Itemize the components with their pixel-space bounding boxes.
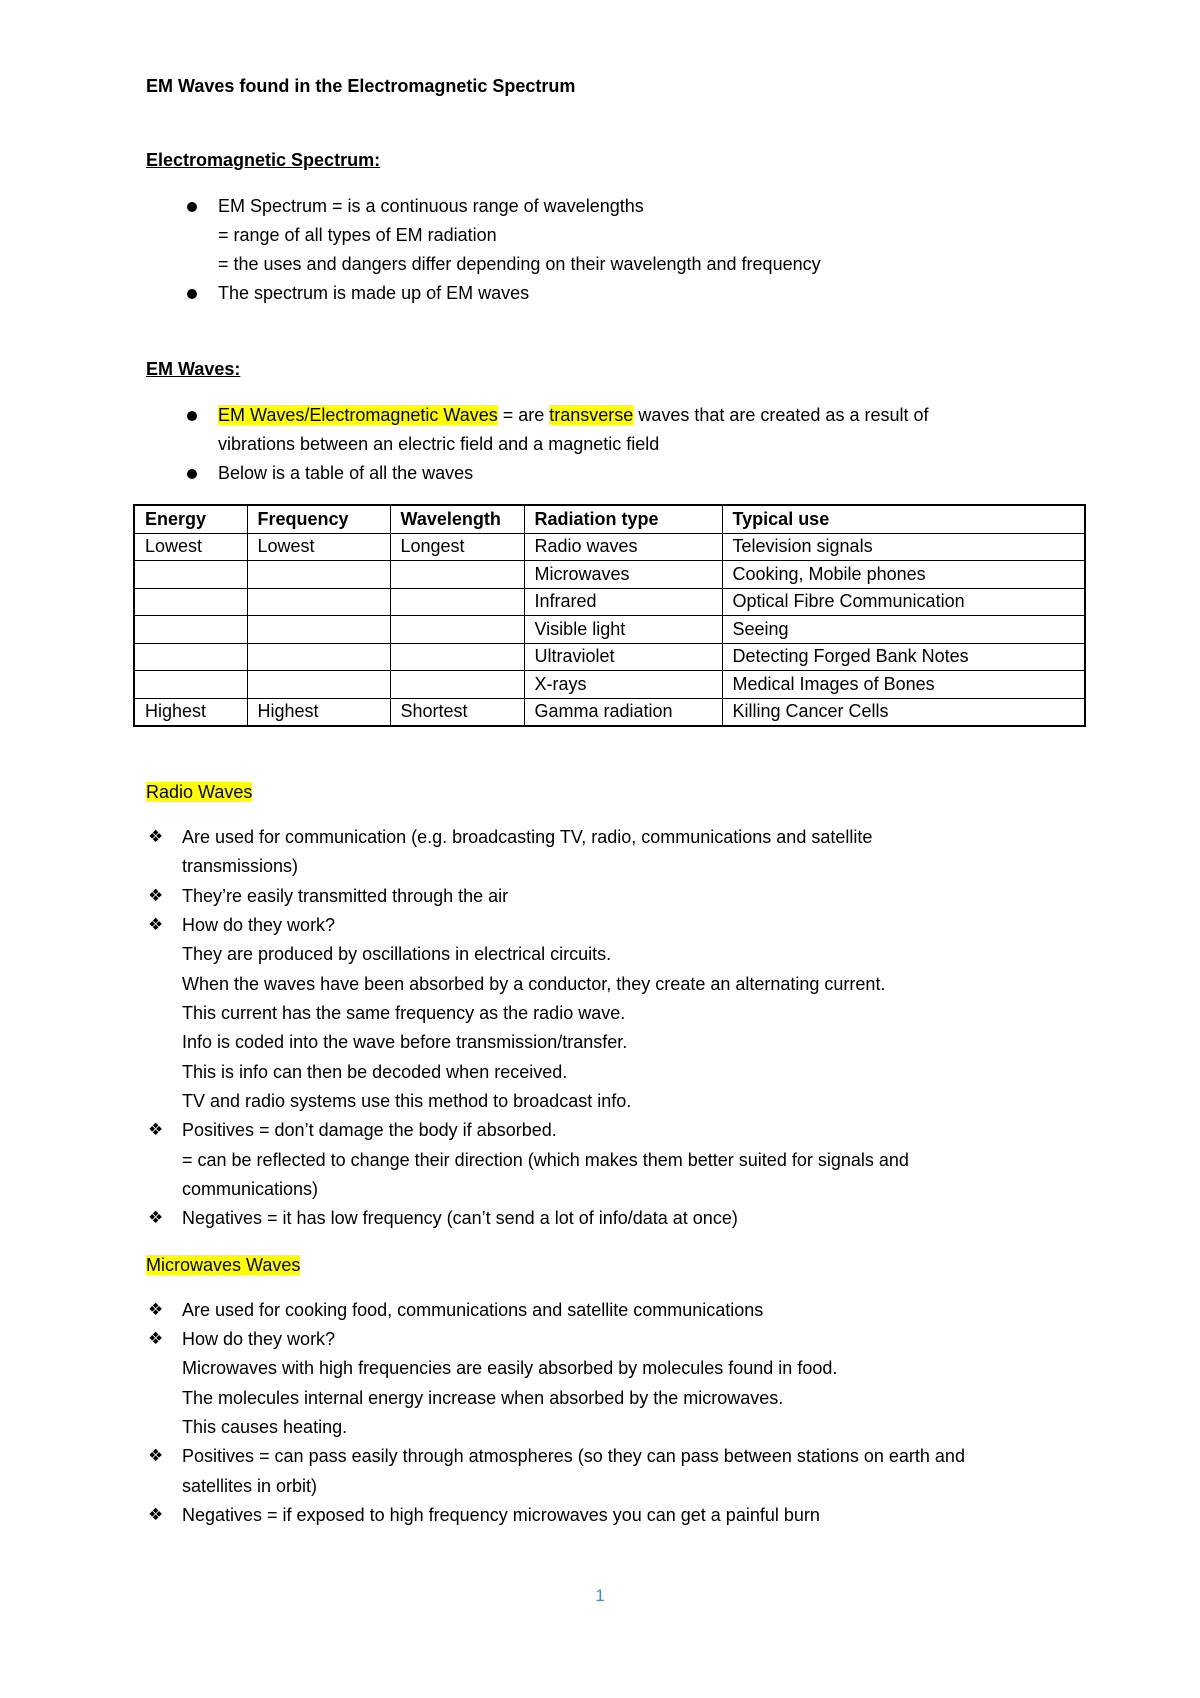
table-row bbox=[134, 616, 1085, 644]
radio-line: communications) bbox=[182, 1179, 319, 1199]
table-cell: Optical Fibre Communication bbox=[722, 588, 1085, 616]
table-cell bbox=[390, 561, 524, 589]
em-waves-text: = are bbox=[497, 405, 550, 425]
table-cell: Highest bbox=[247, 698, 390, 726]
bullet-icon bbox=[187, 469, 197, 479]
table-cell bbox=[134, 561, 247, 589]
diamond-bullet-icon: ❖ bbox=[148, 886, 164, 906]
diamond-bullet-icon: ❖ bbox=[148, 1120, 164, 1140]
radio-line: They are produced by oscillations in electrical circuits. bbox=[182, 944, 612, 964]
document-title: EM Waves found in the Electromagnetic Spectrum bbox=[146, 76, 576, 96]
table-cell: X-rays bbox=[524, 671, 722, 699]
radio-waves-heading bbox=[146, 780, 252, 804]
table-cell bbox=[134, 616, 247, 644]
diamond-bullet-icon: ❖ bbox=[148, 1208, 164, 1228]
micro-line: satellites in orbit) bbox=[182, 1476, 318, 1496]
table-header: Wavelength bbox=[390, 505, 524, 533]
table-cell bbox=[247, 616, 390, 644]
spectrum-bullet-1-line-2: = range of all types of EM radiation bbox=[218, 225, 497, 245]
table-cell: Microwaves bbox=[524, 561, 722, 589]
table-cell bbox=[247, 643, 390, 671]
em-waves-bullet-1-line-2: vibrations between an electric field and a magnetic field bbox=[218, 434, 660, 454]
micro-line: Positives = can pass easily through atmospheres (so they can pass between stations on earth and bbox=[182, 1446, 965, 1466]
table-cell: Seeing bbox=[722, 616, 1085, 644]
table-cell: Ultraviolet bbox=[524, 643, 722, 671]
diamond-bullet-icon: ❖ bbox=[148, 1329, 164, 1349]
radio-waves-heading-text: Radio Waves bbox=[146, 782, 253, 802]
table-row bbox=[134, 698, 1085, 726]
micro-line: Microwaves with high frequencies are easily absorbed by molecules found in food. bbox=[182, 1358, 838, 1378]
micro-line: Are used for cooking food, communications and satellite communications bbox=[182, 1300, 764, 1320]
table-cell: Killing Cancer Cells bbox=[722, 698, 1085, 726]
diamond-bullet-icon: ❖ bbox=[148, 915, 164, 935]
radio-line: How do they work? bbox=[182, 915, 336, 935]
table-cell: Lowest bbox=[134, 533, 247, 561]
table-header: Radiation type bbox=[524, 505, 722, 533]
table-cell bbox=[390, 588, 524, 616]
table-cell: Longest bbox=[390, 533, 524, 561]
em-waves-bullet-1 bbox=[218, 403, 928, 427]
spectrum-bullet-2: The spectrum is made up of EM waves bbox=[218, 283, 530, 303]
table-cell: Radio waves bbox=[524, 533, 722, 561]
em-spectrum-table bbox=[133, 504, 1086, 727]
radio-line: transmissions) bbox=[182, 856, 299, 876]
table-row bbox=[134, 588, 1085, 616]
microwaves-heading bbox=[146, 1253, 300, 1277]
table-header: Energy bbox=[134, 505, 247, 533]
micro-line: How do they work? bbox=[182, 1329, 336, 1349]
radio-line: This is info can then be decoded when received. bbox=[182, 1062, 568, 1082]
radio-line: Info is coded into the wave before transmission/transfer. bbox=[182, 1032, 628, 1052]
table-cell: Gamma radiation bbox=[524, 698, 722, 726]
spectrum-bullet-1-line-3: = the uses and dangers differ depending on their wavelength and frequency bbox=[218, 254, 821, 274]
table-cell bbox=[390, 671, 524, 699]
table-row bbox=[134, 671, 1085, 699]
radio-line: Are used for communication (e.g. broadcasting TV, radio, communications and satellite bbox=[182, 827, 873, 847]
table-cell bbox=[390, 643, 524, 671]
highlight-transverse: transverse bbox=[549, 405, 634, 425]
micro-line: This causes heating. bbox=[182, 1417, 348, 1437]
table-cell: Cooking, Mobile phones bbox=[722, 561, 1085, 589]
radio-line: TV and radio systems use this method to broadcast info. bbox=[182, 1091, 632, 1111]
microwaves-heading-text: Microwaves Waves bbox=[146, 1255, 301, 1275]
table-header-row bbox=[134, 505, 1085, 533]
diamond-bullet-icon: ❖ bbox=[148, 1446, 164, 1466]
em-waves-text: waves that are created as a result of bbox=[633, 405, 929, 425]
diamond-bullet-icon: ❖ bbox=[148, 1505, 164, 1525]
radio-line: Negatives = it has low frequency (can’t send a lot of info/data at once) bbox=[182, 1208, 738, 1228]
table-cell: Visible light bbox=[524, 616, 722, 644]
highlight-em-waves: EM Waves/Electromagnetic Waves bbox=[218, 405, 498, 425]
table-cell: Infrared bbox=[524, 588, 722, 616]
radio-line: Positives = don’t damage the body if absorbed. bbox=[182, 1120, 557, 1140]
table-cell: Highest bbox=[134, 698, 247, 726]
table-cell: Lowest bbox=[247, 533, 390, 561]
spectrum-bullet-1: EM Spectrum = is a continuous range of wavelengths bbox=[218, 196, 644, 216]
table-cell bbox=[134, 671, 247, 699]
table-cell: Shortest bbox=[390, 698, 524, 726]
table-cell: Television signals bbox=[722, 533, 1085, 561]
bullet-icon bbox=[187, 289, 197, 299]
table-row bbox=[134, 643, 1085, 671]
table-cell bbox=[134, 588, 247, 616]
table-cell bbox=[390, 616, 524, 644]
diamond-bullet-icon: ❖ bbox=[148, 1300, 164, 1320]
table-cell bbox=[247, 588, 390, 616]
radio-line: They’re easily transmitted through the air bbox=[182, 886, 509, 906]
radio-line: This current has the same frequency as the radio wave. bbox=[182, 1003, 626, 1023]
table-cell: Medical Images of Bones bbox=[722, 671, 1085, 699]
table-cell bbox=[134, 643, 247, 671]
micro-line: The molecules internal energy increase when absorbed by the microwaves. bbox=[182, 1388, 784, 1408]
bullet-icon bbox=[187, 202, 197, 212]
table-cell bbox=[247, 671, 390, 699]
micro-line: Negatives = if exposed to high frequency microwaves you can get a painful burn bbox=[182, 1505, 820, 1525]
radio-line: = can be reflected to change their direction (which makes them better suited for signals and bbox=[182, 1150, 909, 1170]
spectrum-heading: Electromagnetic Spectrum: bbox=[146, 150, 381, 170]
page-number: 1 bbox=[595, 1586, 605, 1605]
bullet-icon bbox=[187, 411, 197, 421]
table-header: Typical use bbox=[722, 505, 1085, 533]
table-header: Frequency bbox=[247, 505, 390, 533]
diamond-bullet-icon: ❖ bbox=[148, 827, 164, 847]
table-cell bbox=[247, 561, 390, 589]
radio-line: When the waves have been absorbed by a conductor, they create an alternating current. bbox=[182, 974, 886, 994]
table-row bbox=[134, 533, 1085, 561]
table-cell: Detecting Forged Bank Notes bbox=[722, 643, 1085, 671]
table-row bbox=[134, 561, 1085, 589]
em-waves-bullet-2: Below is a table of all the waves bbox=[218, 463, 474, 483]
em-waves-heading: EM Waves: bbox=[146, 359, 241, 379]
